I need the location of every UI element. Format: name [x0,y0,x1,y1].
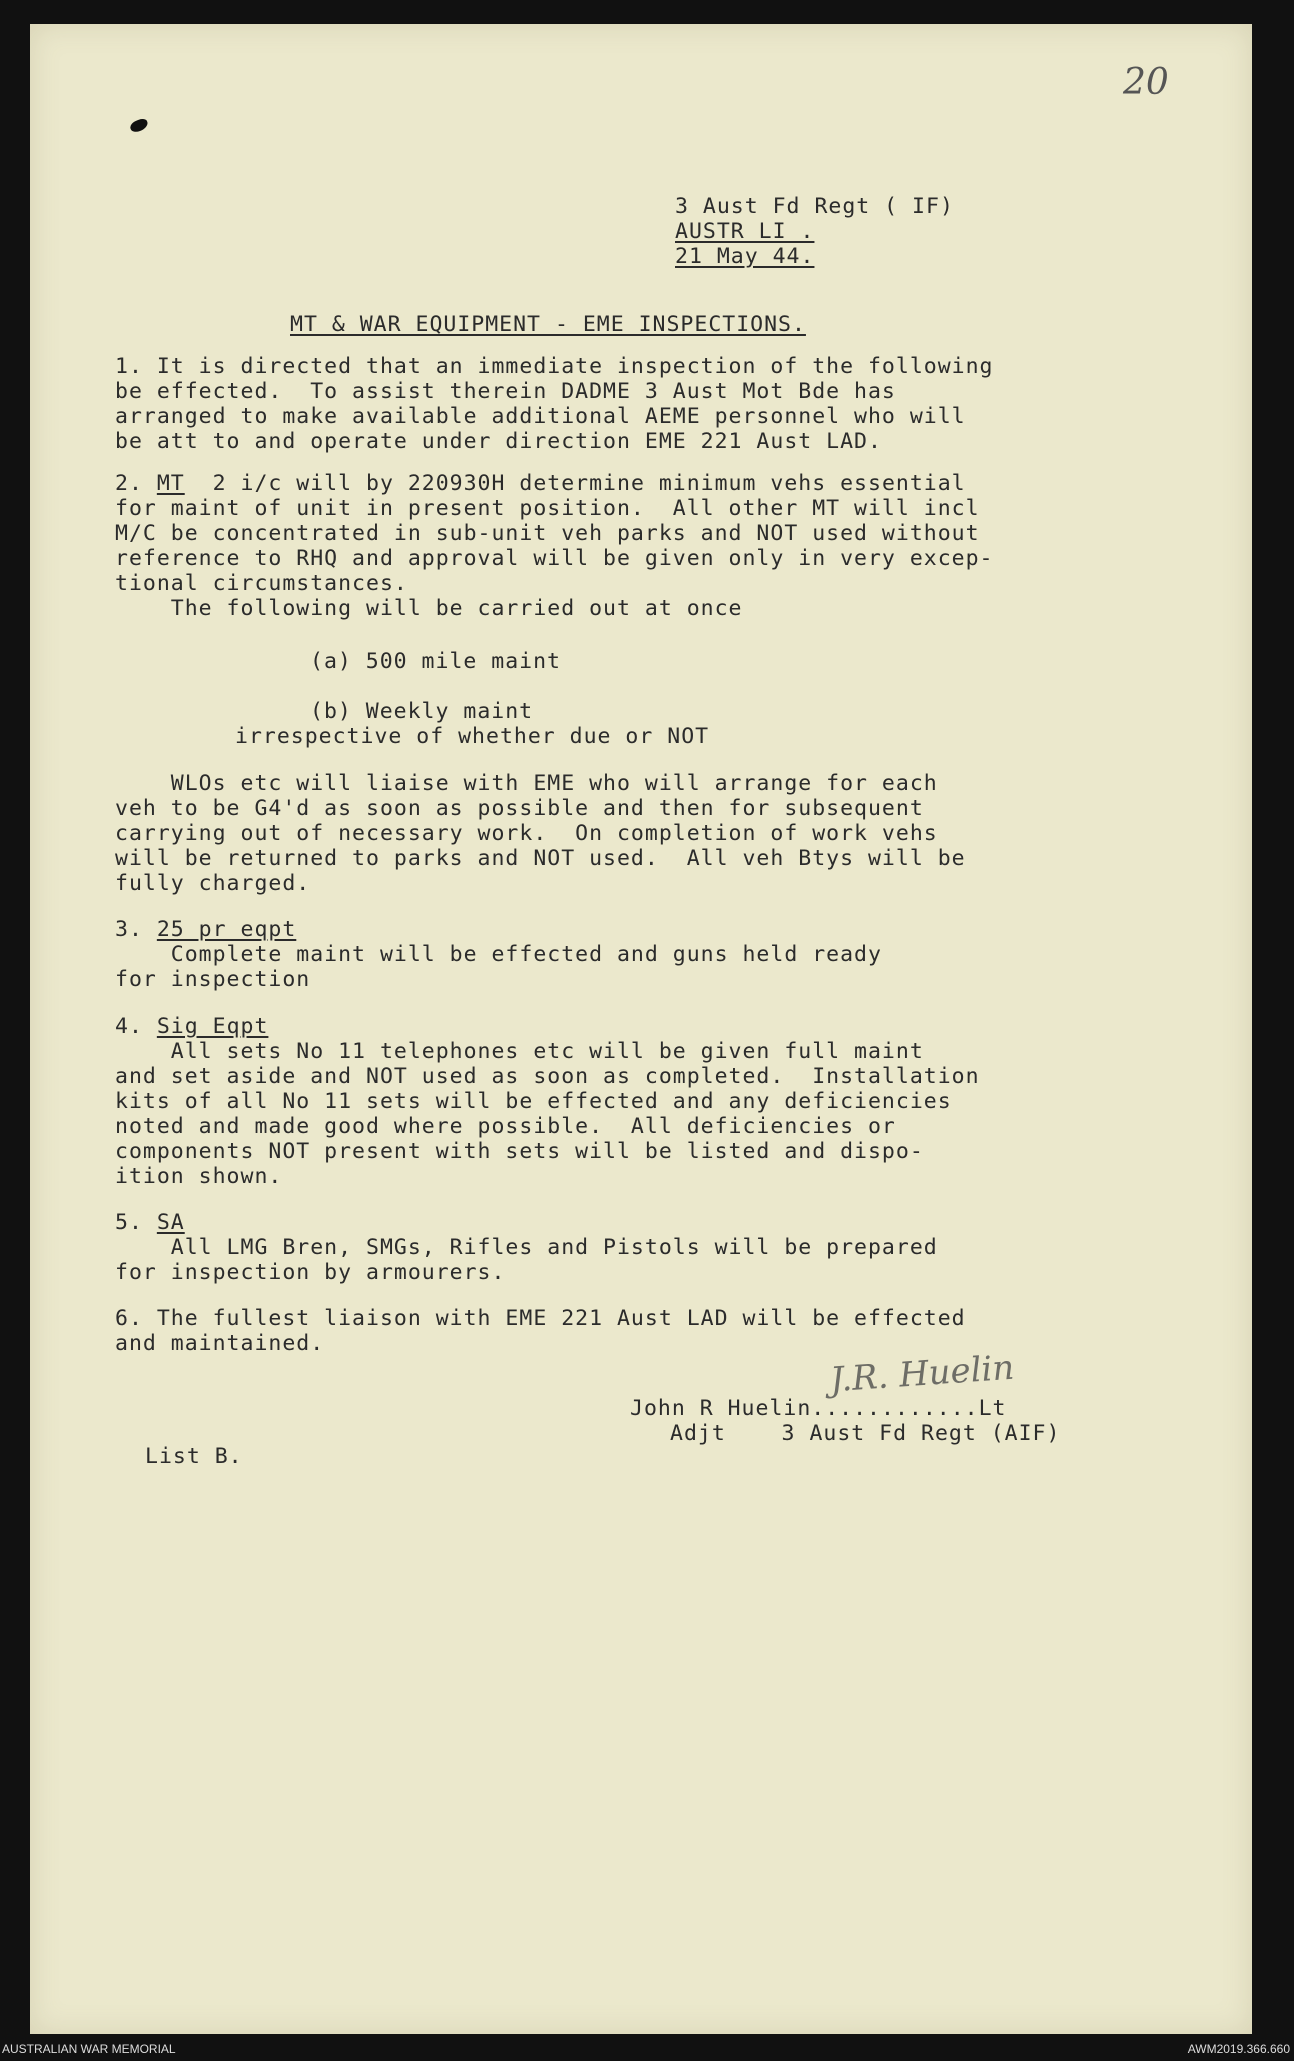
para2-wlo-line: will be returned to parks and NOT used. All veh Btys will be [115,846,966,871]
para3-first-line [115,917,296,942]
para4-line: noted and made good where possible. All deficiencies or [115,1114,896,1139]
para1-line: be effected. To assist therein DADME 3 Aust Mot Bde has [115,379,896,404]
para3-line: for inspection [115,967,311,992]
para1-line: 1. It is directed that an immediate inspection of the following [115,354,994,379]
para5-line: for inspection by armourers. [115,1260,506,1285]
footer-left: AUSTRALIAN WAR MEMORIAL [2,2042,176,2056]
para2-line: reference to RHQ and approval will be given only in very excep- [115,546,994,571]
para2-heading: MT [156,471,185,496]
para2-number: 2. [115,471,157,496]
para6-line: 6. The fullest liaison with EME 221 Aust LAD will be effected [115,1306,966,1331]
para5-line: All LMG Bren, SMGs, Rifles and Pistols will be prepared [115,1235,938,1260]
para2-wlo-line: carrying out of necessary work. On completion of work vehs [115,821,938,846]
para2-wlo-line: veh to be G4'd as soon as possible and then for subsequent [115,796,924,821]
handwritten-page-number: 20 [1123,62,1169,103]
para3-line: Complete maint will be effected and guns held ready [115,942,882,967]
handwritten-signature: J.R. Huelin [828,1347,1016,1401]
para4-line: and set aside and NOT used as soon as completed. Installation [115,1064,980,1089]
para3-number: 3. [115,917,157,942]
para4-heading: Sig Eqpt [156,1014,269,1039]
para4-line: All sets No 11 telephones etc will be given full maint [115,1039,924,1064]
para2-line: tional circumstances. [115,571,408,596]
para2-line: for maint of unit in present position. All other MT will incl [115,496,980,521]
para1-line: be att to and operate under direction EME 221 Aust LAD. [115,429,882,454]
para2-item-b: (b) Weekly maint [310,699,534,724]
para2-line: M/C be concentrated in sub-unit veh parks and NOT used without [115,521,980,546]
para5-first-line [115,1210,185,1235]
para1-line: arranged to make available additional AEME personnel who will [115,404,966,429]
header-unit: 3 Aust Fd Regt ( IF) [675,194,954,219]
footer-right: AWM2019.366.660 [1187,2042,1290,2056]
para4-number: 4. [115,1014,157,1039]
para2-line: The following will be carried out at once [115,596,743,621]
para2-first-line [115,471,966,496]
header-location: AUSTR LI . [675,219,815,244]
document-page [30,24,1252,2034]
header-date: 21 May 44. [675,244,815,269]
para6-line: and maintained. [115,1331,325,1356]
para5-heading: SA [156,1210,185,1235]
signature-name-line: John R Huelin............Lt [630,1396,1007,1421]
para4-line: ition shown. [115,1164,283,1189]
signature-role-line: Adjt 3 Aust Fd Regt (AIF) [670,1421,1061,1446]
document-title: MT & WAR EQUIPMENT - EME INSPECTIONS. [290,312,806,337]
para2-wlo-line: fully charged. [115,871,311,896]
ink-blot [129,117,150,133]
para2-first-rest: 2 i/c will by 220930H determine minimum vehs essential [184,471,966,496]
para4-first-line [115,1014,268,1039]
para4-line: components NOT present with sets will be listed and dispo- [115,1139,924,1164]
para2-wlo-line: WLOs etc will liaise with EME who will arrange for each [115,771,938,796]
para3-heading: 25 pr eqpt [156,917,297,942]
para5-number: 5. [115,1210,157,1235]
para2-irrespective: irrespective of whether due or NOT [235,724,710,749]
para4-line: kits of all No 11 sets will be effected and any deficiencies [115,1089,952,1114]
para2-item-a: (a) 500 mile maint [310,649,561,674]
distribution-list: List B. [145,1444,243,1469]
